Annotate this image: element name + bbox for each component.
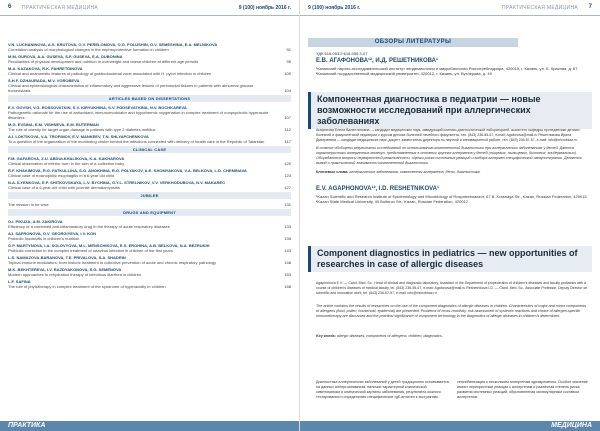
toc-entry-title: Clinical case of a 6-year-old child with juvenile dermatomyositis <box>8 185 120 190</box>
toc-entry-page: 143 <box>284 248 291 253</box>
toc-entry-authors: L.F. SAFINA <box>8 279 31 284</box>
toc-entry-page: 139 <box>284 236 291 241</box>
toc-entry[interactable] <box>8 66 291 76</box>
toc-entry-authors: N.A. ILYENKOVA, E.P. SHITKOVSKAYA, L.V. BYCHINA, G.Y.L. STRELNIKOV, V.V. VERKHODUBOVA, N.V. MAKAREC <box>8 180 226 185</box>
en-keywords-label: Key words: <box>316 334 336 338</box>
toc-entry[interactable] <box>8 122 291 132</box>
toc-entry-authors: A.I. LOKTIKOVA, V.A. TROFIMOV, E.V. MANKEEV, T.N. SHLYAPCHENKOVA <box>8 134 149 139</box>
toc-entry-authors: F.M. GAFAROVA, Z.U. ABDULKHALIKOVA, K.A. KAKHAROVA <box>8 156 125 161</box>
toc-entry-title: Clinical and anamnestic features of pathology of gastroduodenal zone associated with H. pylori infection in children <box>8 71 212 76</box>
toc-entry-title: Pathogenetic rationale for the use of antioxidant, immunomodulator and hypothermic oxygenation in complex treatment of nonpsychotic hyperacute disorders <box>8 110 269 120</box>
toc-entry-authors: E.V. GOVSH, V.G. ROSSOVATKIN, S.V. KIRYUKHINA, S.V. PODSEVATKINA, N.V. BOCHKAREVA <box>8 105 187 110</box>
toc-entry[interactable] <box>8 255 291 265</box>
toc-entry-title: The mission to be wise <box>8 202 49 207</box>
toc-entry-page: 120 <box>284 161 291 166</box>
right-page-header <box>300 0 600 16</box>
toc-entry-title: Correlation analysis of morphological changes in the nephroprotective formation in children <box>8 47 169 52</box>
toc-entry-title: To a question of the organization of the monitoring center behind the infections connected with delivery of health care in the Republic of Tatarstan <box>8 139 265 144</box>
ru-author-info: Агафонова Елена Валентиновна — кандидат медицинских наук, заведующий клинико-диагностической лабораторией, ассистент кафедры пропедевтики детских болезней и факультетской педиатрии с курсом детских болезней лечебного факультета, тел. (843) 236-55-67, e-mail: Agafonova@mail.ru Решетникова Ирина Дмитриевна — кандидат медицинских наук, доцент, заместитель директора по научной и инновационной работе, тел. (843) 236-67-57, e-mail: info@microbkaz.ru <box>316 128 580 142</box>
body-columns <box>316 380 590 400</box>
left-footer-bar <box>0 421 299 431</box>
article-title-en: Component diagnostics in pediatrics — new opportunities of researches in case of allergic diseases <box>308 246 592 272</box>
journal-title: ПРАКТИЧЕСКАЯ МЕДИЦИНА <box>501 5 578 11</box>
toc-entry-title: The role of phytotherapy in complex treatment of the syndrome of hyperacidity in children <box>8 284 166 289</box>
toc-section-heading: JUBILEE <box>8 192 291 199</box>
toc-entry[interactable] <box>8 78 291 93</box>
toc-entry[interactable] <box>8 168 291 178</box>
body-column-2: сенсибилизация к нескольким аллергенам одновременно. Особое значение имеют перекрестные реакции к аллергенам и различная степень риска развития системных реакций, обусловленная молекулярным составом аллергенов. <box>457 380 588 399</box>
toc-entry-page: 131 <box>284 202 291 207</box>
toc-entry-title: Probiotic foodstuffs in children's nutrition <box>8 236 80 241</box>
toc-entry-authors: G.P. MARTYNOVA, I.A. SOLOVYOVA, M.L. MENSCHIKOVA, E.S. EROHINA, A.B. BELKOVA, N.A. BEZRUKIH <box>8 243 210 248</box>
toc-entry-authors: R.F. KHAKIMOVA, R.G. FATKULLINA, S.G. ANOKHINA, R.G. POLYAKOV, A.E. KHOMYAKOVA, V.A. BELKOVA, L.D. CHEMINAVA <box>8 168 247 173</box>
right-footer-bar <box>300 421 600 431</box>
en-keywords-text: allergic diseases, components of allergens, children, diagnostics. <box>336 334 443 338</box>
body-column-1: Диагностика аллергических заболеваний у детей традиционно основывается на данных аллергоанамнеза, наличии характерной клинической симптоматики и клинической картины заболевания, результатах кожного тестирования и определения специфических IgE-антител к экстрактам. <box>316 380 449 399</box>
toc-entry[interactable] <box>8 267 291 277</box>
toc-entry-title: Peculiarities of physical development and nutrition in overweight and obese children at different age periods <box>8 59 199 64</box>
toc-entry-title: Clinical observation of inferior horn in the skin of a collection baby <box>8 161 125 166</box>
toc-entry-title: Clinical case of eosinophilic esophagitis in a 6-year old child <box>8 173 115 178</box>
toc-entry-page: 100 <box>284 71 291 76</box>
toc-entry-title: Topical immune modulators: from historic treatment to collective prevention of acute and chronic respiratory pathology <box>8 260 217 265</box>
section-label: ОБЗОРЫ ЛИТЕРАТУРЫ <box>308 38 518 47</box>
page-number: 7 <box>588 4 592 10</box>
ru-affiliations: ¹Казанский научно-исследовательский институт эпидемиологии и микробиологии Роспотребнадзора, 420015, г. Казань, ул. Б. Красная, д. 67 ²Казанский государственный медицинский университет, 420012, г. Казань, ул. Бутлерова, д. 49 <box>316 66 578 76</box>
toc-entry-title: Efficiency of a combined anti-inflammatory drug in the therapy of acute respiratory diseases <box>8 224 170 229</box>
footer-brand: МЕДИЦИНА <box>551 422 592 429</box>
toc-entry-page: 95 <box>286 59 291 64</box>
en-keywords <box>316 334 590 339</box>
issue-label: 9 (100) ноябрь 2016 г. <box>238 5 291 11</box>
left-page-header <box>0 0 299 16</box>
toc-entry-page: 91 <box>286 47 291 52</box>
en-authors: E.V. AGAPHONOVA¹², I.D. RESHETNIKOVA¹ <box>316 186 440 192</box>
toc-entry-authors: O.I. PIKUZA, A.M. ZAKIROVA <box>8 219 63 224</box>
article-title-ru: Компонентная диагностика в педиатрии — новые возможности исследований при аллергических заболеваниях <box>308 92 592 129</box>
toc-entry-page: 133 <box>284 224 291 229</box>
toc-entry-page: 104 <box>284 88 291 93</box>
toc-entry-authors: M.K. BEKHTEREVA, I.V. RAZDYAKONOVA, S.G. SEMENOVA <box>8 267 122 272</box>
toc-entry-page: 127 <box>284 185 291 190</box>
toc-entry-authors: M.A. KAZAKOVA, R.K. FAHRETDINOVA <box>8 66 83 71</box>
toc-entry[interactable] <box>8 180 291 190</box>
toc-section-heading: ARTICLES BASED ON DISSERTATIONS <box>8 95 291 102</box>
toc-entry-authors: V.N. LUCHANINOVA, A.S. KRUTOVA, O.V. PERELOMOVA, O.G. POLUSHIN, O.V. SEMESHINA, E.A. MELNIKOVA <box>8 42 218 47</box>
toc-entry[interactable] <box>8 54 291 64</box>
toc-entry[interactable] <box>8 231 291 241</box>
toc-entry[interactable] <box>8 243 291 253</box>
journal-title: ПРАКТИЧЕСКАЯ МЕДИЦИНА <box>22 5 99 11</box>
ru-keywords-text: аллергические заболевания, компоненты аллергенов, дети, диагностика. <box>349 170 481 174</box>
toc-entry-page: 158 <box>284 284 291 289</box>
right-page <box>300 0 600 431</box>
toc-entry-authors: L.S. NAMAZOVA-BARANOVA, T.E. PRIVALOVA, S.A. SHADRIN <box>8 255 126 260</box>
toc-entry[interactable] <box>8 156 291 166</box>
en-affiliations: ¹Kazan Scientific and Research Institute of Epidemiology and Microbiology of Rospotrebnadzor, 67 B. Krasnaya Str., Kazan, Russian Federation, 420015 ²Kazan State Medical University, 49 Butlerov Str., Kazan, Russian Federation, 420012 <box>316 194 587 204</box>
en-abstract: The article contains the results of researches on the use of the component diagnostics of allergic diseases in children. Characteristics of major and minor components of allergens (food, pollen, household, epidermal) are presented. Problems of cross-reactivity, risk assessment of systemic reactions and choice of allergen-specific immunotherapy are discussed and the practical significance of component technology in the diagnostics of allergic diseases in children is determined. <box>316 304 587 318</box>
toc-entry[interactable] <box>8 42 291 52</box>
toc-entry-authors: M.G. EVSINA, E.M. VISHNEVA, E.M. RUTERMAN <box>8 122 99 127</box>
ru-keywords-label: Ключевые слова: <box>316 170 349 174</box>
footer-brand: ПРАКТИКА <box>8 422 46 429</box>
ru-abstract: В статье обобщены результаты исследований по использованию компонентной диагностики при аллергических заболеваниях у детей. Даются характеристики аллергенных молекул, представленных в основных группах аллергенов у детей (пищевых, пыльцевых, бытовых, эпидермальных). Обсуждаются вопросы перекрестной реактивности, оценки риска системных реакций и выбора аллерген-специфической иммунотерапии. Делается вывод о практической значимости компонентной диагностики. <box>316 146 582 165</box>
toc-entry[interactable] <box>8 279 291 289</box>
toc-section-heading: DRUGS AND EQUIPMENT <box>8 209 291 216</box>
ru-keywords <box>316 170 590 175</box>
toc-entry[interactable] <box>8 105 291 120</box>
toc-entry-page: 153 <box>284 272 291 277</box>
toc-entry-page: 123 <box>284 173 291 178</box>
toc-entry-page: 107 <box>284 115 291 120</box>
toc-section-heading: CLINICAL CASE <box>8 146 291 153</box>
toc-entry-page: 117 <box>284 139 291 144</box>
toc-entry-title: Modern approaches to rehydration therapy of infectious diarrhea in children <box>8 272 142 277</box>
toc-entry-title: Clinical and epidemiological characteristics of inflammatory and aggressive lesions of periodontal tissues in patients with abnormal glucose homeostasis <box>8 83 254 93</box>
toc-entry-title: Probiotic correction in the complex treatment of rotavirus infection in children of the first years <box>8 248 173 253</box>
toc-entry[interactable] <box>8 134 291 144</box>
udk-code: УДК 616-053.2:616-056.3-07 <box>316 51 368 56</box>
toc-entry[interactable] <box>8 202 291 207</box>
toc-entry-authors: M.M. GUROVA, A.A. GUSEVA, S.F. GUSEVA, E.A. DUBONINA <box>8 54 123 59</box>
table-of-contents <box>8 42 291 291</box>
toc-entry-page: 148 <box>284 260 291 265</box>
toc-entry[interactable] <box>8 219 291 229</box>
en-author-info: Agaphonova E.V. — Cand. Med. Sc., Head of clinical and diagnostic laboratory, Assistant of the Department of propedeutics of children's diseases and faculty pediatrics with a course of children's diseases of medical faculty, tel. (843) 236-55-67, e-mail: Agafonova@mail.ru Reshetnikova I.D. — Cand. Med. Sc., Associate Professor, Deputy Director on scientific and innovative work, tel. (843) 236-67-57, e-mail: info@microbkaz.ru <box>316 281 588 295</box>
toc-entry-authors: A.I. SAFRONOVA, O.V. GEORGIYEVA, I.V. KON <box>8 231 97 236</box>
toc-entry-title: The role of obesity for target organ damage in patients with type 2 diabetes mellitus <box>8 127 156 132</box>
toc-entry-page: 112 <box>284 127 291 132</box>
toc-entry-authors: S.H.F. DZHAURADA, M.V. VOROBEVA <box>8 78 80 83</box>
ru-authors: Е.В. АГАФОНОВА¹², И.Д. РЕШЕТНИКОВА¹ <box>316 58 438 64</box>
issue-label: 9 (100) ноябрь 2016 г. <box>308 5 361 11</box>
page-number: 6 <box>8 4 12 10</box>
